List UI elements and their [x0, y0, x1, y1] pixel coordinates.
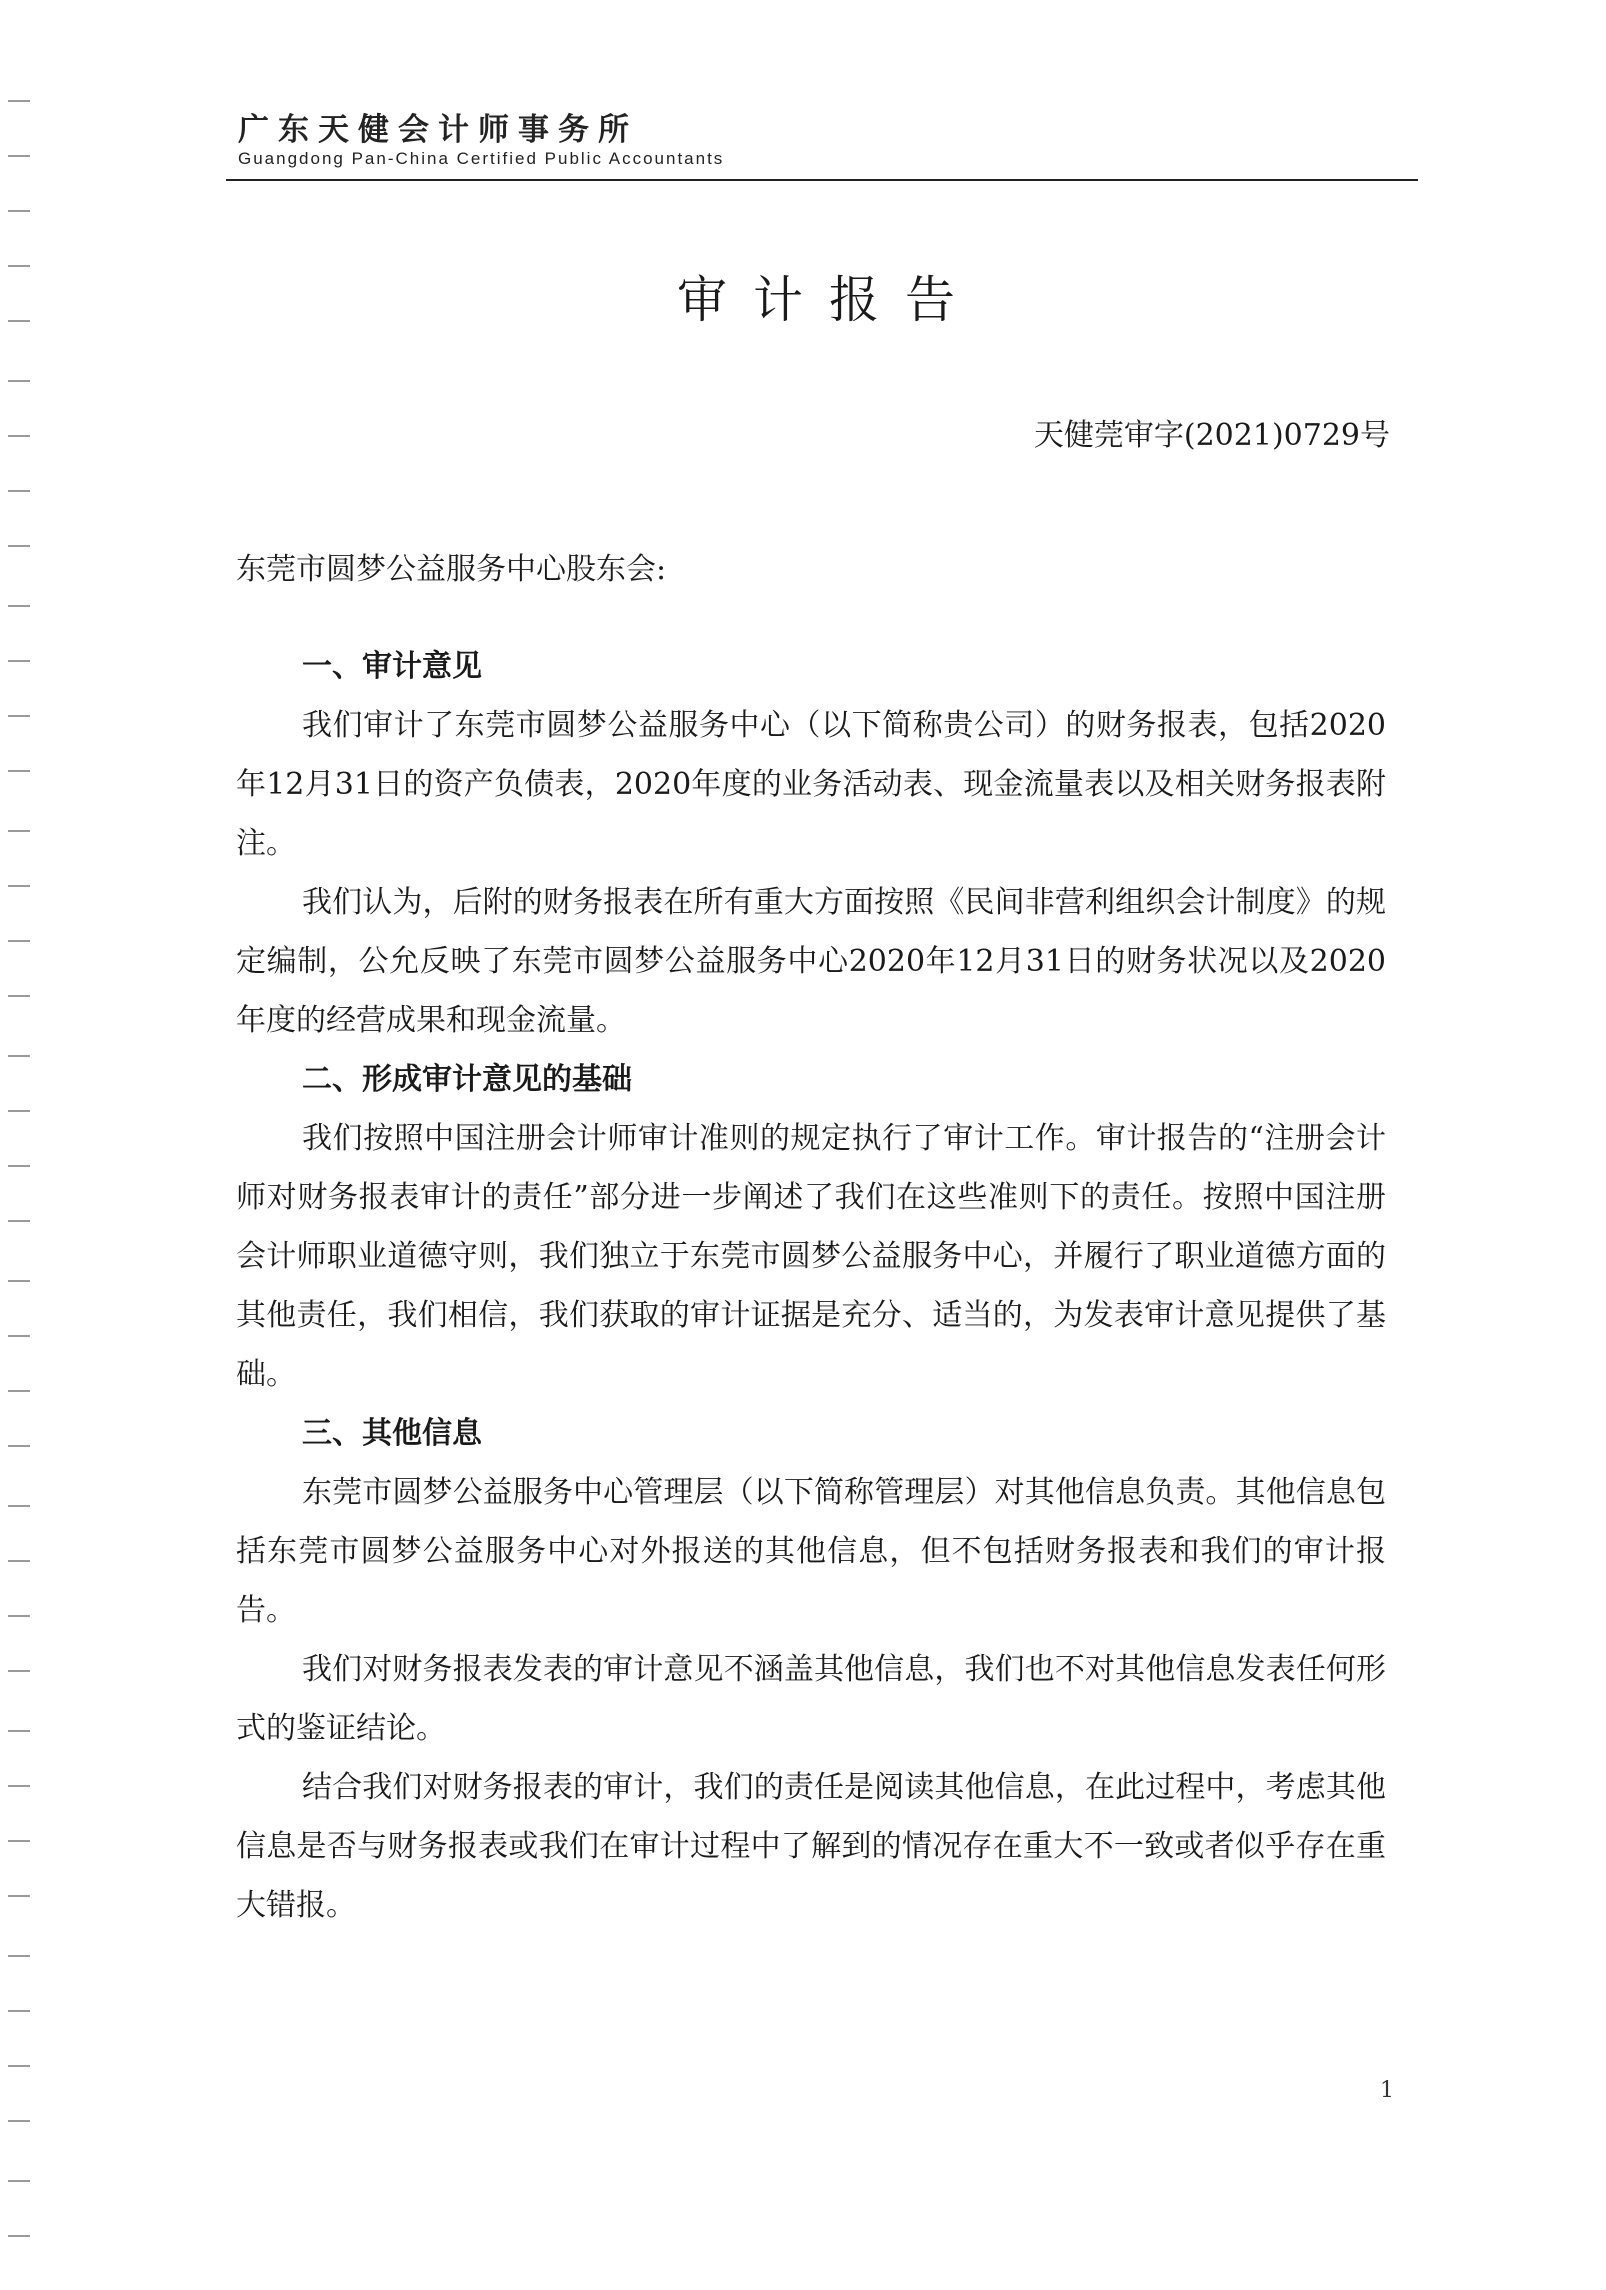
paragraph: 东莞市圆梦公益服务中心管理层（以下简称管理层）对其他信息负责。其他信息包括东莞市圆梦公益服务中心对外报送的其他信息，但不包括财务报表和我们的审计报告。 — [236, 1475, 1386, 1628]
page-number: 1 — [1380, 2078, 1394, 2103]
salutation: 东莞市圆梦公益服务中心股东会: — [236, 552, 667, 587]
document-title: 审计报告 — [677, 271, 981, 329]
paragraph: 我们认为，后附的财务报表在所有重大方面按照《民间非营利组织会计制度》的规定编制，公允反映了东莞市圆梦公益服务中心2020年12月31日的财务状况以及2020年度的经营成果和现金流量。 — [236, 885, 1386, 1038]
report-body — [236, 540, 1386, 1935]
paragraph: 我们按照中国注册会计师审计准则的规定执行了审计工作。审计报告的“注册会计师对财务报表审计的责任”部分进一步阐述了我们在这些准则下的责任。按照中国注册会计师职业道德守则，我们独立于东莞市圆梦公益服务中心，并履行了职业道德方面的其他责任，我们相信，我们获取的审计证据是充分、适当的，为发表审计意见提供了基础。 — [236, 1121, 1386, 1392]
section-heading-basis-for-opinion: 二、形成审计意见的基础 — [302, 1062, 632, 1097]
paragraph: 结合我们对财务报表的审计，我们的责任是阅读其他信息，在此过程中，考虑其他信息是否与财务报表或我们在审计过程中了解到的情况存在重大不一致或者似乎存在重大错报。 — [236, 1770, 1386, 1923]
section-heading-other-information: 三、其他信息 — [302, 1416, 482, 1451]
firm-name-english: Guangdong Pan-China Certified Public Accountants — [238, 149, 725, 168]
firm-name-chinese: 广东天健会计师事务所 — [238, 112, 638, 148]
reference-number: 天健莞审字(2021)0729号 — [1033, 418, 1390, 453]
paragraph: 我们审计了东莞市圆梦公益服务中心（以下简称贵公司）的财务报表，包括2020年12月31日的资产负债表，2020年度的业务活动表、现金流量表以及相关财务报表附注。 — [236, 708, 1386, 861]
binding-margin-marks — [8, 0, 32, 2290]
paragraph: 我们对财务报表发表的审计意见不涵盖其他信息，我们也不对其他信息发表任何形式的鉴证结论。 — [236, 1652, 1386, 1746]
header-divider — [226, 179, 1418, 181]
section-heading-audit-opinion: 一、审计意见 — [302, 649, 482, 684]
